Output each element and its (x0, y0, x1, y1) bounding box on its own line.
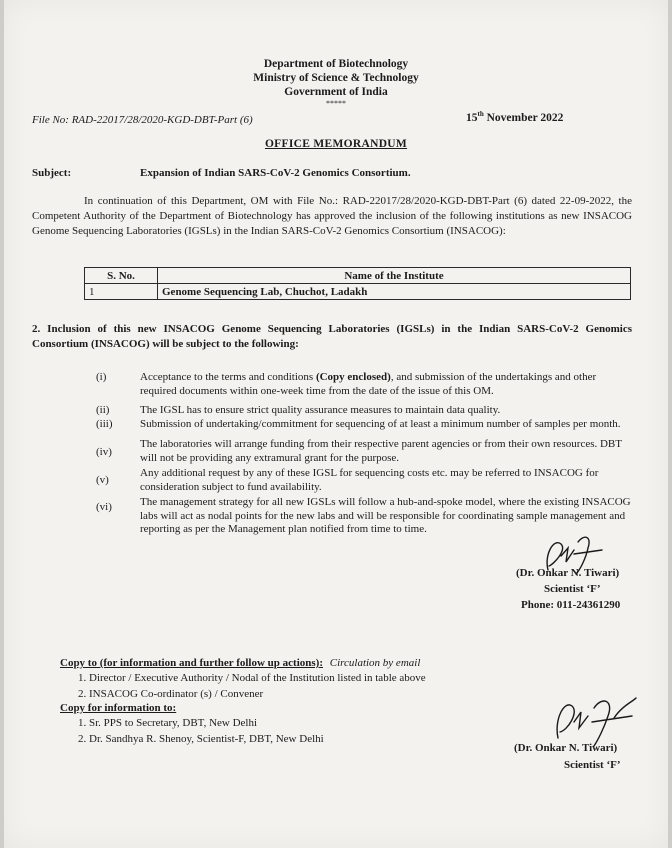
condition-6-number: (vi) (96, 501, 112, 513)
signatory-name-2: (Dr. Onkar N. Tiwari) (514, 742, 618, 754)
condition-2-number: (ii) (96, 404, 110, 416)
signatory-phone: Phone: 011-24361290 (521, 599, 621, 611)
signatory-designation-2: Scientist ‘F’ (564, 759, 621, 771)
condition-1-enclosure: (Copy enclosed) (315, 371, 391, 383)
copy-info-item-1: 1. Sr. PPS to Secretary, DBT, New Delhi (78, 717, 258, 729)
condition-1-part-a: Acceptance to the terms and conditions (140, 371, 316, 383)
heading-stars: ***** (326, 99, 346, 108)
condition-1-text (140, 371, 634, 398)
copy-to-section (60, 657, 420, 669)
memo-title: OFFICE MEMORANDUM (264, 138, 408, 150)
government-heading: Government of India (284, 86, 388, 98)
copy-info-heading: Copy for information to: (60, 702, 177, 714)
conditions-intro: 2. Inclusion of this new INSACOG Genome Sequencing Laboratories (IGSLs) in the Indian SARS-CoV-2 Genomics Consortium (INSACOG) will be subject to the following: (32, 323, 632, 350)
table-header-row (85, 268, 631, 284)
subject-label: Subject: (32, 167, 72, 179)
condition-4-number: (iv) (96, 446, 112, 458)
copy-to-note: Circulation by email (329, 657, 421, 669)
condition-3-number: (iii) (96, 418, 113, 430)
signatory-name-1: (Dr. Onkar N. Tiwari) (516, 567, 620, 579)
memorandum-page (4, 0, 668, 848)
file-number: File No: RAD-22017/28/2020-KGD-DBT-Part (6) (32, 114, 253, 126)
ministry-heading: Ministry of Science & Technology (253, 72, 419, 84)
date-suffix: th (477, 110, 484, 118)
date-day: 15 (466, 111, 478, 124)
condition-5-text: Any additional request by any of these IGSL for sequencing costs etc. may be referred to INSACOG for consideration subject to fund availability. (140, 467, 599, 493)
table-row (85, 284, 631, 300)
condition-1-number: (i) (96, 371, 107, 383)
memo-date (466, 110, 563, 124)
condition-3-text: Submission of undertaking/commitment for sequencing of at least a minimum number of samples per month. (140, 418, 621, 430)
condition-6-text: The management strategy for all new IGSLs will follow a hub-and-spoke model, where the existing INSACOG labs will act as nodal points for the new labs and will be responsible for coordinating sample management and reporting as per the Management plan notified from time to time. (140, 496, 631, 535)
intro-paragraph: In continuation of this Department, OM with File No.: RAD-22017/28/2020-KGD-DBT-Part (6) dated 22-09-2022, the Competent Authority of the Department of Biotechnology has approved the inclusion of the following institutions as new INSACOG Genome Sequencing Laboratories (IGSLs) in the Indian SARS-CoV-2 Genomics Consortium (INSACOG): (32, 195, 632, 237)
condition-5-number: (v) (96, 474, 109, 486)
copy-to-item-1: 1. Director / Executive Authority / Nodal of the Institution listed in table above (78, 672, 426, 684)
copy-info-item-2: 2. Dr. Sandhya R. Shenoy, Scientist-F, DBT, New Delhi (78, 733, 324, 745)
copy-to-heading: Copy to (for information and further follow up actions): (60, 657, 323, 669)
department-heading: Department of Biotechnology (263, 58, 409, 70)
table-cell-institute: Genome Sequencing Lab, Chuchot, Ladakh (158, 284, 631, 300)
condition-4-text: The laboratories will arrange funding from their respective parent agencies or from their own resources. DBT will not be providing any extramural grant for the purpose. (140, 438, 622, 464)
date-month-year: November 2022 (483, 111, 564, 124)
condition-2-text: The IGSL has to ensure strict quality assurance measures to maintain data quality. (140, 404, 501, 416)
table-header-institute: Name of the Institute (158, 268, 631, 284)
condition-1-part-b: , and submission of the undertakings and other required documents within one-week time from the date of the issue of this OM. (140, 371, 597, 397)
signatory-designation-1: Scientist ‘F’ (544, 583, 601, 595)
institutes-table (84, 267, 631, 300)
copy-to-item-2: 2. INSACOG Co-ordinator (s) / Convener (78, 688, 264, 700)
table-header-sno: S. No. (85, 268, 158, 284)
table-cell-sno: 1 (85, 284, 158, 300)
subject-text: Expansion of Indian SARS-CoV-2 Genomics Consortium. (140, 167, 411, 179)
